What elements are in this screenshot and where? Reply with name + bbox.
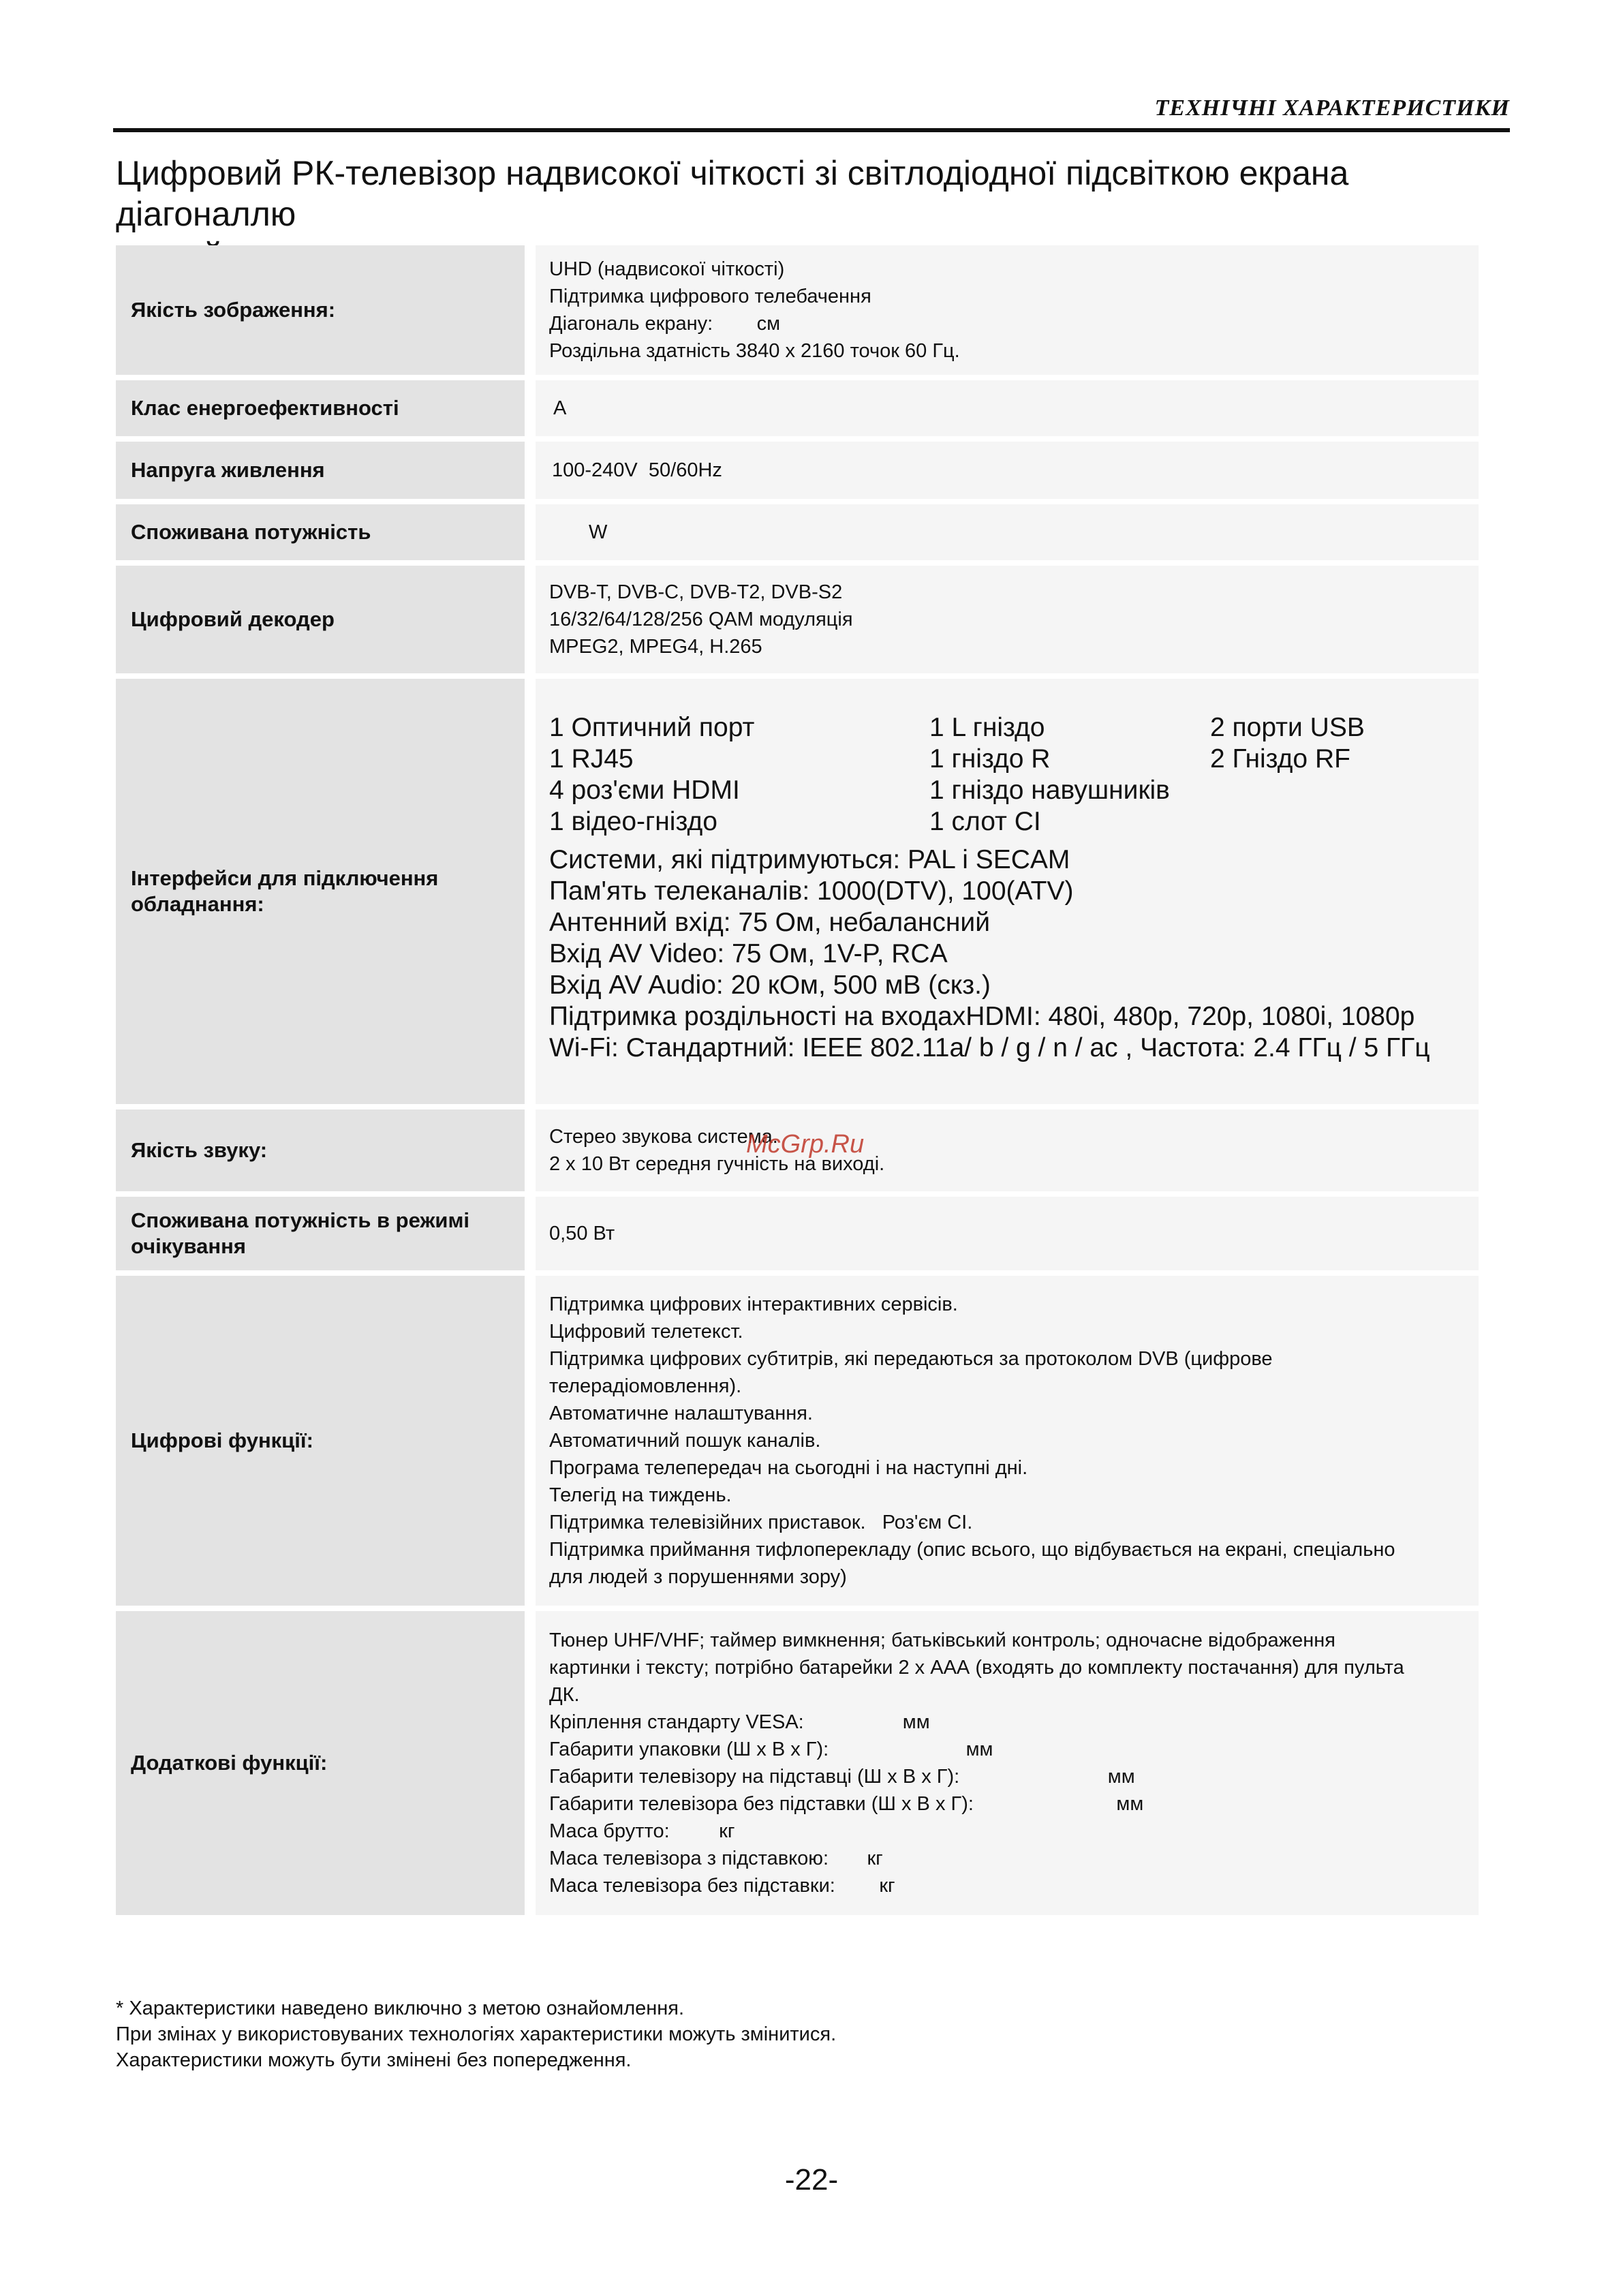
port-item: 1 відео-гніздо — [549, 807, 717, 836]
footnote-line: При змінах у використовуваних технологіях характеристики можуть змінитися. — [116, 2023, 837, 2045]
row-label: Якість зображення: — [116, 245, 525, 375]
spec-line: Вхід AV Video: 75 Ом, 1V-P, RCA — [549, 939, 948, 968]
value-line: ДК. — [549, 1684, 580, 1706]
value-line: Габарити телевізору на підставці (Ш х В х Г): мм — [549, 1766, 1135, 1788]
row-value — [536, 380, 1479, 436]
value-line: 2 x 10 Вт середня гучність на виході. — [549, 1153, 885, 1175]
row-label: Додаткові функції: — [116, 1611, 525, 1915]
value-line: Габарити телевізора без підставки (Ш х В х Г): мм — [549, 1793, 1144, 1815]
interface-specs — [549, 844, 1464, 1064]
row-value — [536, 1276, 1479, 1606]
value-line: UHD (надвисокої чіткості) — [549, 258, 785, 280]
footnote — [116, 1995, 836, 2073]
port-item: 1 слот CI — [929, 807, 1041, 836]
page-number: -22- — [784, 2163, 839, 2196]
row-value — [536, 245, 1479, 375]
spec-line: Антенний вхід: 75 Ом, небалансний — [549, 908, 991, 937]
row-value — [536, 504, 1479, 560]
value-line: Автоматичний пошук каналів. — [549, 1430, 821, 1452]
value-line: Маса брутто: кг — [549, 1820, 735, 1842]
spec-line: Wi-Fi: Стандартний: IEEE 802.11a/ b / g / n / ac , Частота: 2.4 ГГц / 5 ГГц — [549, 1033, 1430, 1062]
row-digital-functions — [116, 1276, 1479, 1606]
ports-grid — [549, 712, 1464, 838]
port-item: 1 L гніздо — [929, 713, 1045, 742]
row-label: Напруга живлення — [116, 442, 525, 499]
value-line: DVB-T, DVB-C, DVB-T2, DVB-S2 — [549, 581, 843, 603]
port-item: 4 роз'єми HDMI — [549, 776, 740, 805]
value-line: Підтримка телевізійних приставок. Роз'єм CI. — [549, 1512, 973, 1533]
value-line: Автоматичне налаштування. — [549, 1403, 813, 1424]
port-item: 1 гніздо навушників — [929, 776, 1170, 805]
value-line: MPEG2, MPEG4, H.265 — [549, 636, 762, 658]
ports-column-2 — [929, 712, 1210, 838]
row-picture-quality — [116, 245, 1479, 375]
value-line: Маса телевізора без підставки: кг — [549, 1875, 895, 1897]
row-label — [116, 1197, 525, 1270]
row-voltage — [116, 442, 1479, 499]
row-value — [536, 679, 1479, 1104]
ports-column-1 — [549, 712, 929, 838]
row-label: Якість звуку: — [116, 1109, 525, 1191]
value-line: Маса телевізора з підставкою: кг — [549, 1848, 883, 1869]
row-extra-functions — [116, 1611, 1479, 1915]
value-line: Цифровий телетекст. — [549, 1321, 743, 1343]
row-interfaces — [116, 679, 1479, 1104]
value-line: Підтримка цифрових субтитрів, які передаються за протоколом DVB (цифрове — [549, 1348, 1273, 1370]
spec-line: Системи, які підтримуються: PAL і SECAM — [549, 845, 1070, 874]
value-line: 16/32/64/128/256 QAM модуляція — [549, 609, 853, 630]
port-item: 1 Оптичний порт — [549, 713, 755, 742]
header-rule — [113, 128, 1510, 132]
value-line: 100-240V 50/60Hz — [552, 459, 722, 481]
spec-line: Підтримка роздільності на входахHDMI: 480i, 480p, 720p, 1080i, 1080p — [549, 1002, 1415, 1031]
row-energy-class — [116, 380, 1479, 436]
value-line: картинки і тексту; потрібно батарейки 2 х ААА (входять до комплекту постачання) для пульта — [549, 1657, 1404, 1679]
value-line: Стерео звукова система. — [549, 1126, 778, 1148]
row-label: Цифровий декодер — [116, 566, 525, 673]
label-line: Споживана потужність в режимі — [131, 1208, 470, 1232]
footnote-line: Характеристики можуть бути змінені без попередження. — [116, 2049, 632, 2071]
value-line: 0,50 Вт — [549, 1223, 615, 1244]
spec-table — [116, 240, 1479, 1920]
value-line: Діагональ екрану: см — [549, 313, 781, 335]
row-label — [116, 679, 525, 1104]
watermark-text: McGrp.Ru — [746, 1130, 865, 1159]
value-line: Підтримка цифрових інтерактивних сервісів. — [549, 1294, 958, 1315]
value-line: A — [553, 397, 567, 419]
label-line: очікування — [131, 1234, 246, 1258]
row-label: Споживана потужність — [116, 504, 525, 560]
spec-line: Пам'ять телеканалів: 1000(DTV), 100(ATV) — [549, 876, 1074, 906]
value-line: Роздільна здатність 3840 х 2160 точок 60 Гц. — [549, 340, 960, 362]
port-item: 2 Гніздо RF — [1210, 744, 1350, 774]
ports-column-3 — [1210, 712, 1455, 838]
value-line: для людей з порушеннями зору) — [549, 1566, 847, 1588]
label-line: Інтерфейси для підключення — [131, 866, 439, 890]
port-item: 2 порти USB — [1210, 713, 1365, 742]
port-item: 1 RJ45 — [549, 744, 634, 774]
row-digital-decoder — [116, 566, 1479, 673]
page-header-title: ТЕХНІЧНІ ХАРАКТЕРИСТИКИ — [1154, 95, 1510, 121]
value-line: W — [589, 521, 608, 543]
value-line: телерадіомовлення). — [549, 1375, 742, 1397]
port-item: 1 гніздо R — [929, 744, 1051, 774]
row-standby-power — [116, 1197, 1479, 1270]
row-value — [536, 566, 1479, 673]
row-power-consumption — [116, 504, 1479, 560]
value-line: Підтримка приймання тифлоперекладу (опис всього, що відбувається на екрані, спеціально — [549, 1539, 1395, 1561]
label-line: обладнання: — [131, 892, 264, 916]
value-line: Тюнер UHF/VHF; таймер вимкнення; батьківський контроль; одночасне відображення — [549, 1629, 1335, 1651]
value-line: Підтримка цифрового телебачення — [549, 286, 871, 307]
footnote-line: * Характеристики наведено виключно з метою ознайомлення. — [116, 1997, 685, 2019]
row-value — [536, 1611, 1479, 1915]
title-line-1: Цифровий РК-телевізор надвисокої чіткості зі світлодіодної підсвіткою екрана діагоналлю — [116, 154, 1349, 233]
spec-line: Вхід AV Audio: 20 кОм, 500 мВ (скз.) — [549, 970, 991, 1000]
value-line: Кріплення стандарту VESA: мм — [549, 1711, 930, 1733]
value-line: Телегід на тиждень. — [549, 1484, 732, 1506]
row-value — [536, 442, 1479, 499]
value-line: Програма телепередач на сьогодні і на наступні дні. — [549, 1457, 1028, 1479]
row-value — [536, 1197, 1479, 1270]
row-label: Клас енергоефективності — [116, 380, 525, 436]
value-line: Габарити упаковки (Ш х В х Г): мм — [549, 1739, 993, 1760]
row-label: Цифрові функції: — [116, 1276, 525, 1606]
row-value — [536, 1109, 1479, 1191]
